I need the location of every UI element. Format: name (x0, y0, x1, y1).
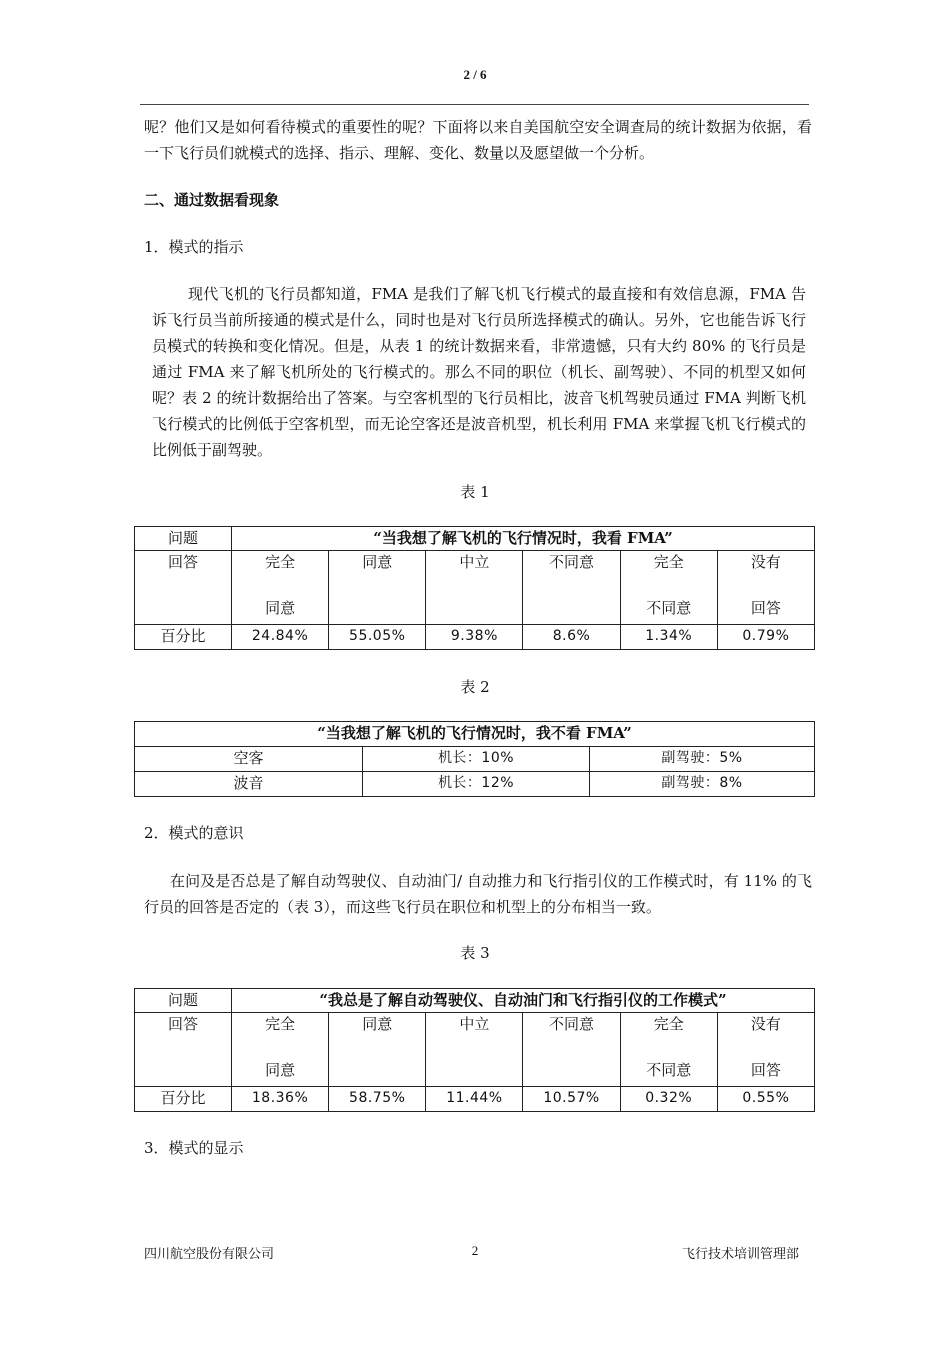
table3-answer: 没有 回答 (717, 1013, 814, 1087)
table1-percent: 55.05% (329, 625, 426, 650)
header-rule (140, 104, 809, 105)
table1-answer: 没有 回答 (717, 551, 814, 625)
table3-percent: 0.32% (620, 1087, 717, 1112)
footer-department: 飞行技术培训管理部 (681, 1246, 799, 1261)
table1-percent: 0.79% (717, 625, 814, 650)
table2-question: “当我想了解飞机的飞行情况时，我不看 FMA” (135, 722, 815, 747)
table3-answer: 完全 同意 (232, 1013, 329, 1087)
table3-question: “我总是了解自动驾驶仪、自动油门和飞行指引仪的工作模式” (232, 989, 815, 1013)
table1-percent: 8.6% (523, 625, 620, 650)
subheading-mode-display: 3．模式的显示 (144, 1139, 244, 1157)
page-indicator: 2 / 6 (463, 67, 487, 82)
table2-aircraft-type: 波音 (135, 772, 363, 797)
table1-percent: 24.84% (232, 625, 329, 650)
table1-answer-label: 回答 (135, 551, 232, 625)
table2-caption: 表 2 (460, 678, 490, 696)
intro-paragraph: 呢？他们又是如何看待模式的重要性的呢？下面将以来自美国航空安全调查局的统计数据为依据，看一下飞行员们就模式的选择、指示、理解、变化、数量以及愿望做一个分析。 (144, 118, 812, 162)
table3-answer: 中立 (426, 1013, 523, 1087)
section-heading: 二、通过数据看现象 (144, 191, 280, 209)
table1-question: “当我想了解飞机的飞行情况时，我看 FMA” (232, 527, 815, 551)
table3-question-label: 问题 (135, 989, 232, 1013)
table3-percent: 11.44% (426, 1087, 523, 1112)
table-2 (134, 721, 815, 797)
table1-percent-label: 百分比 (135, 625, 232, 650)
table3-caption: 表 3 (460, 944, 490, 962)
table2-captain-value: 机长：10% (363, 747, 590, 772)
table1-answer: 同意 (329, 551, 426, 625)
subheading-mode-awareness: 2．模式的意识 (144, 824, 244, 842)
table1-question-label: 问题 (135, 527, 232, 551)
table1-answer: 完全 不同意 (620, 551, 717, 625)
table-3 (134, 988, 815, 1112)
table2-captain-value: 机长：12% (363, 772, 590, 797)
table1-percent: 9.38% (426, 625, 523, 650)
table2-aircraft-type: 空客 (135, 747, 363, 772)
table2-first-officer-value: 副驾驶：8% (590, 772, 815, 797)
table3-answer: 完全 不同意 (620, 1013, 717, 1087)
table3-answer: 同意 (329, 1013, 426, 1087)
footer-company: 四川航空股份有限公司 (144, 1246, 275, 1261)
table1-caption: 表 1 (460, 483, 490, 501)
body-paragraph-fma: 现代飞机的飞行员都知道，FMA 是我们了解飞机飞行模式的最直接和有效信息源，FMA 告诉飞行员当前所接通的模式是什么，同时也是对飞行员所选择模式的确认。另外，它也能告诉飞行员模式的转换和变化情况。但是，从表 1 的统计数据来看，非常遗憾，只有大约 80% 的飞行员是通过 FMA 来了解飞机所处的飞行模式的。那么不同的职位（机长、副驾驶）、不同的机型又如何呢？表 2 的统计数据给出了答案。与空客机型的飞行员相比，波音飞机驾驶员通过 FMA 判断飞机飞行模式的比例低于空客机型，而无论空客还是波音机型，机长利用 FMA 来掌握飞机飞行模式的比例低于副驾驶。 (152, 285, 806, 459)
table3-percent: 10.57% (523, 1087, 620, 1112)
table3-answer-label: 回答 (135, 1013, 232, 1087)
table1-answer: 完全 同意 (232, 551, 329, 625)
body-paragraph-awareness: 在问及是否总是了解自动驾驶仪、自动油门/ 自动推力和飞行指引仪的工作模式时，有 11% 的飞行员的回答是否定的（表 3），而这些飞行员在职位和机型上的分布相当一致。 (144, 872, 812, 916)
table3-percent-label: 百分比 (135, 1087, 232, 1112)
table3-percent: 0.55% (717, 1087, 814, 1112)
footer-page-number: 2 (471, 1243, 479, 1258)
table3-percent: 18.36% (232, 1087, 329, 1112)
table1-percent: 1.34% (620, 625, 717, 650)
table1-answer: 不同意 (523, 551, 620, 625)
table3-percent: 58.75% (329, 1087, 426, 1112)
table2-first-officer-value: 副驾驶：5% (590, 747, 815, 772)
table3-answer: 不同意 (523, 1013, 620, 1087)
subheading-mode-indication: 1．模式的指示 (144, 238, 244, 256)
table-1 (134, 526, 815, 650)
table1-answer: 中立 (426, 551, 523, 625)
